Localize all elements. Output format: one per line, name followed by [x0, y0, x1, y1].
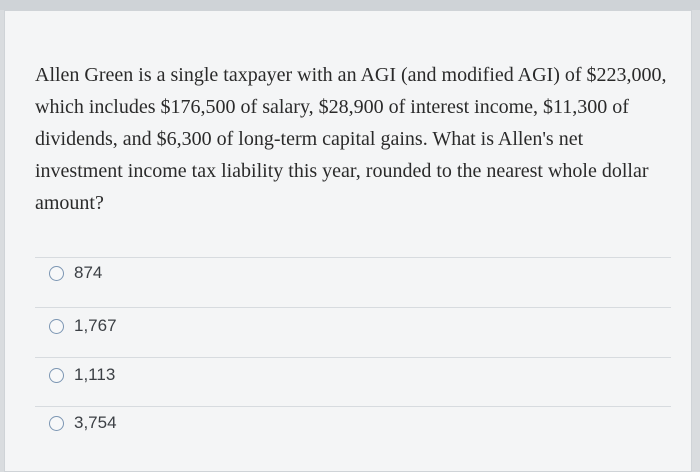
answer-option-1767[interactable] [49, 314, 117, 338]
radio-button-unselected-icon[interactable] [49, 319, 64, 334]
answer-option-1113[interactable] [49, 363, 115, 387]
radio-button-unselected-icon[interactable] [49, 416, 64, 431]
divider [35, 257, 671, 258]
question-card [4, 10, 692, 472]
divider [35, 307, 671, 308]
divider [35, 406, 671, 407]
answer-option-label: 1,767 [74, 316, 117, 335]
radio-button-unselected-icon[interactable] [49, 368, 64, 383]
radio-button-unselected-icon[interactable] [49, 266, 64, 281]
top-strip [0, 0, 700, 10]
answer-option-label: 3,754 [74, 413, 117, 432]
answer-option-label: 874 [74, 263, 103, 282]
answer-option-label: 1,113 [74, 365, 116, 384]
question-text: Allen Green is a single taxpayer with an AGI (and modified AGI) of $223,000, which includes $176,500 of salary, $28,900 of interest income, $11,300 of dividends, and $6,300 of long-term capital gains. What is Allen's net investment income tax liability this year, rounded to the nearest whole dollar amount? [35, 64, 667, 214]
divider [35, 357, 671, 358]
answer-option-3754[interactable] [49, 411, 117, 435]
answer-option-874[interactable] [49, 261, 102, 285]
